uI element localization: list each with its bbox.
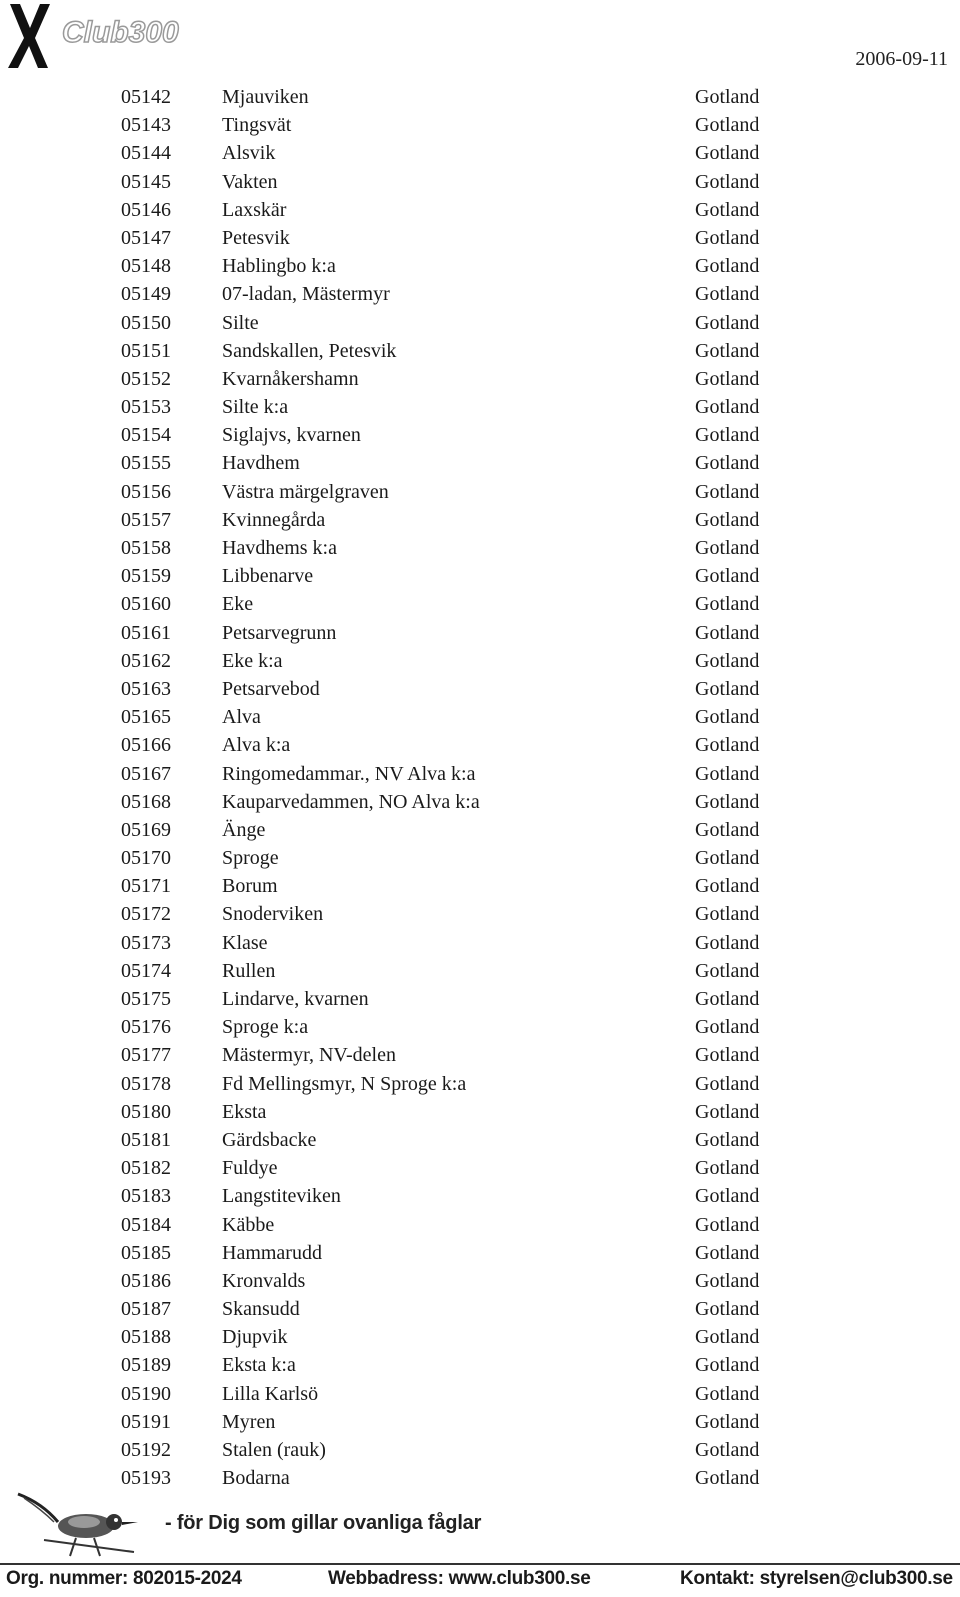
site-region: Gotland <box>695 86 760 108</box>
site-code: 05174 <box>121 959 171 982</box>
site-name: Eksta <box>222 1100 267 1123</box>
list-item <box>0 957 960 985</box>
list-item <box>0 703 960 731</box>
site-code: 05183 <box>121 1185 171 1208</box>
site-name: Fuldye <box>222 1157 278 1180</box>
list-item <box>0 619 960 647</box>
site-code: 05168 <box>121 790 171 813</box>
site-name: Borum <box>222 875 278 898</box>
site-code: 05172 <box>121 903 171 926</box>
site-code: 05193 <box>121 1467 171 1490</box>
footer-tagline: - för Dig som gillar ovanliga fåglar <box>165 1512 482 1534</box>
site-name: Mjauviken <box>222 86 309 108</box>
site-name: Kvinnegårda <box>222 508 326 531</box>
list-item <box>0 252 960 280</box>
site-region: Gotland <box>695 1157 760 1180</box>
site-code: 05155 <box>121 452 171 475</box>
site-code: 05154 <box>121 424 171 447</box>
site-name: Myren <box>222 1410 276 1433</box>
site-code: 05184 <box>121 1213 171 1236</box>
site-code: 05158 <box>121 537 171 559</box>
list-item <box>0 900 960 928</box>
list-item <box>0 1041 960 1069</box>
site-name: Sproge k:a <box>222 1016 309 1039</box>
list-item <box>0 534 960 562</box>
list-item <box>0 139 960 167</box>
list-item <box>0 1408 960 1436</box>
list-item <box>0 449 960 477</box>
site-name: Petsarvebod <box>222 677 320 700</box>
site-code: 05163 <box>121 677 171 700</box>
site-name: Sandskallen, Petesvik <box>222 339 397 362</box>
site-code: 05185 <box>121 1241 171 1264</box>
site-region: Gotland <box>695 1439 760 1461</box>
site-name: Käbbe <box>222 1213 275 1236</box>
list-item <box>0 393 960 421</box>
web-address[interactable]: Webbadress: www.club300.se <box>328 1568 591 1589</box>
org-number: Org. nummer: 802015-2024 <box>6 1568 242 1589</box>
list-item <box>0 83 960 111</box>
site-code: 05191 <box>121 1410 171 1433</box>
site-region: Gotland <box>695 198 760 221</box>
site-code: 05192 <box>121 1439 171 1461</box>
site-name: Eksta k:a <box>222 1354 296 1377</box>
site-region: Gotland <box>695 593 760 616</box>
site-code: 05173 <box>121 931 171 954</box>
site-region: Gotland <box>695 931 760 954</box>
site-name: Änge <box>222 818 266 841</box>
site-region: Gotland <box>695 875 760 898</box>
list-item <box>0 1464 960 1492</box>
list-item <box>0 1323 960 1351</box>
site-name: Rullen <box>222 959 276 982</box>
list-item <box>0 506 960 534</box>
site-region: Gotland <box>695 1354 760 1377</box>
site-code: 05153 <box>121 396 171 419</box>
site-region: Gotland <box>695 367 760 390</box>
site-code: 05177 <box>121 1044 171 1067</box>
site-name: Langstiteviken <box>222 1185 341 1208</box>
site-code: 05156 <box>121 480 171 503</box>
site-code: 05161 <box>121 621 171 644</box>
site-name: Silte k:a <box>222 396 289 419</box>
site-region: Gotland <box>695 790 760 813</box>
list-item <box>0 675 960 703</box>
site-name: Hablingbo k:a <box>222 255 336 278</box>
list-item <box>0 1436 960 1464</box>
site-region: Gotland <box>695 170 760 193</box>
list-item <box>0 788 960 816</box>
site-region: Gotland <box>695 734 760 757</box>
site-code: 05162 <box>121 649 171 672</box>
site-region: Gotland <box>695 339 760 362</box>
site-list <box>0 83 960 1492</box>
list-item <box>0 590 960 618</box>
site-name: Havdhems k:a <box>222 537 337 559</box>
site-code: 05182 <box>121 1157 171 1180</box>
site-name: Silte <box>222 311 259 334</box>
site-region: Gotland <box>695 847 760 870</box>
page-footer <box>0 1490 960 1597</box>
site-code: 05143 <box>121 114 171 137</box>
site-name: Mästermyr, NV-delen <box>222 1044 396 1067</box>
site-name: Stalen (rauk) <box>222 1439 326 1461</box>
site-code: 05146 <box>121 198 171 221</box>
site-name: Laxskär <box>222 198 287 221</box>
document-date: 2006-09-11 <box>855 48 948 70</box>
site-region: Gotland <box>695 508 760 531</box>
list-item <box>0 111 960 139</box>
list-item <box>0 562 960 590</box>
site-code: 05142 <box>121 86 171 108</box>
site-name: Hammarudd <box>222 1241 322 1264</box>
contact-email[interactable]: Kontakt: styrelsen@club300.se <box>680 1568 953 1589</box>
site-name: Fd Mellingsmyr, N Sproge k:a <box>222 1072 467 1095</box>
site-region: Gotland <box>695 1410 760 1433</box>
site-code: 05160 <box>121 593 171 616</box>
site-code: 05159 <box>121 565 171 588</box>
list-item <box>0 1351 960 1379</box>
site-name: Alsvik <box>222 142 276 165</box>
site-code: 05152 <box>121 367 171 390</box>
list-item <box>0 1126 960 1154</box>
list-item <box>0 224 960 252</box>
site-name: Eke k:a <box>222 649 283 672</box>
site-code: 05178 <box>121 1072 171 1095</box>
list-item <box>0 1211 960 1239</box>
site-region: Gotland <box>695 1213 760 1236</box>
site-code: 05188 <box>121 1326 171 1349</box>
site-code: 05148 <box>121 255 171 278</box>
site-region: Gotland <box>695 677 760 700</box>
site-region: Gotland <box>695 706 760 729</box>
site-name: Petesvik <box>222 226 290 249</box>
site-name: Libbenarve <box>222 565 314 588</box>
site-name: Lilla Karlsö <box>222 1382 319 1405</box>
site-code: 05147 <box>121 226 171 249</box>
site-name: Tingsvät <box>222 114 292 137</box>
site-name: Djupvik <box>222 1326 288 1349</box>
site-name: Sproge <box>222 847 279 870</box>
site-code: 05171 <box>121 875 171 898</box>
site-name: Västra märgelgraven <box>222 480 389 503</box>
site-region: Gotland <box>695 1382 760 1405</box>
site-name: Kvarnåkershamn <box>222 367 359 390</box>
site-region: Gotland <box>695 988 760 1010</box>
club300-logo-text: Club300 <box>62 16 179 49</box>
site-code: 05145 <box>121 170 171 193</box>
site-code: 05165 <box>121 706 171 729</box>
site-name: Alva <box>222 706 261 729</box>
list-item <box>0 168 960 196</box>
list-item <box>0 365 960 393</box>
site-region: Gotland <box>695 903 760 926</box>
list-item <box>0 1182 960 1210</box>
site-code: 05181 <box>121 1128 171 1151</box>
list-item <box>0 337 960 365</box>
site-region: Gotland <box>695 762 760 785</box>
site-code: 05157 <box>121 508 171 531</box>
page-header <box>0 0 960 80</box>
site-name: Ringomedammar., NV Alva k:a <box>222 762 476 785</box>
site-code: 05187 <box>121 1298 171 1321</box>
site-region: Gotland <box>695 396 760 419</box>
site-region: Gotland <box>695 537 760 559</box>
list-item <box>0 760 960 788</box>
list-item <box>0 1098 960 1126</box>
site-name: Klase <box>222 931 268 954</box>
site-code: 05189 <box>121 1354 171 1377</box>
list-item <box>0 478 960 506</box>
site-region: Gotland <box>695 1326 760 1349</box>
site-code: 05170 <box>121 847 171 870</box>
footer-divider <box>0 1563 960 1565</box>
list-item <box>0 309 960 337</box>
list-item <box>0 929 960 957</box>
list-item <box>0 872 960 900</box>
site-name: Snoderviken <box>222 903 324 926</box>
list-item <box>0 816 960 844</box>
site-name: Skansudd <box>222 1298 300 1321</box>
site-code: 05190 <box>121 1382 171 1405</box>
club300-x-logo-icon <box>4 2 54 70</box>
site-name: Kronvalds <box>222 1269 306 1292</box>
site-code: 05166 <box>121 734 171 757</box>
site-name: Gärdsbacke <box>222 1128 317 1151</box>
site-region: Gotland <box>695 818 760 841</box>
site-region: Gotland <box>695 480 760 503</box>
site-region: Gotland <box>695 1241 760 1264</box>
list-item <box>0 647 960 675</box>
site-code: 05149 <box>121 283 171 306</box>
site-region: Gotland <box>695 565 760 588</box>
site-name: Havdhem <box>222 452 300 475</box>
site-region: Gotland <box>695 1467 760 1490</box>
list-item <box>0 1013 960 1041</box>
site-region: Gotland <box>695 424 760 447</box>
list-item <box>0 280 960 308</box>
bird-illustration-icon <box>14 1492 154 1560</box>
site-region: Gotland <box>695 1072 760 1095</box>
list-item <box>0 1267 960 1295</box>
site-name: Lindarve, kvarnen <box>222 988 369 1010</box>
list-item <box>0 731 960 759</box>
site-name: Bodarna <box>222 1467 290 1490</box>
list-item <box>0 1154 960 1182</box>
site-region: Gotland <box>695 1016 760 1039</box>
site-region: Gotland <box>695 1185 760 1208</box>
site-code: 05180 <box>121 1100 171 1123</box>
site-code: 05144 <box>121 142 171 165</box>
list-item <box>0 1239 960 1267</box>
list-item <box>0 1380 960 1408</box>
site-region: Gotland <box>695 142 760 165</box>
site-code: 05186 <box>121 1269 171 1292</box>
site-region: Gotland <box>695 1298 760 1321</box>
list-item <box>0 985 960 1013</box>
site-region: Gotland <box>695 311 760 334</box>
site-region: Gotland <box>695 226 760 249</box>
list-item <box>0 421 960 449</box>
site-code: 05167 <box>121 762 171 785</box>
site-code: 05151 <box>121 339 171 362</box>
site-name: Alva k:a <box>222 734 291 757</box>
site-code: 05150 <box>121 311 171 334</box>
site-name: Vakten <box>222 170 278 193</box>
site-code: 05176 <box>121 1016 171 1039</box>
site-region: Gotland <box>695 1269 760 1292</box>
site-name: Eke <box>222 593 254 616</box>
site-region: Gotland <box>695 452 760 475</box>
site-name: Kauparvedammen, NO Alva k:a <box>222 790 480 813</box>
site-region: Gotland <box>695 255 760 278</box>
site-region: Gotland <box>695 1044 760 1067</box>
list-item <box>0 844 960 872</box>
site-region: Gotland <box>695 283 760 306</box>
site-name: Siglajvs, kvarnen <box>222 424 361 447</box>
site-region: Gotland <box>695 959 760 982</box>
site-region: Gotland <box>695 1128 760 1151</box>
list-item <box>0 196 960 224</box>
site-region: Gotland <box>695 621 760 644</box>
site-code: 05169 <box>121 818 171 841</box>
list-item <box>0 1070 960 1098</box>
site-name: Petsarvegrunn <box>222 621 337 644</box>
site-region: Gotland <box>695 114 760 137</box>
site-name: 07-ladan, Mästermyr <box>222 283 390 306</box>
site-region: Gotland <box>695 649 760 672</box>
list-item <box>0 1295 960 1323</box>
site-code: 05175 <box>121 988 171 1010</box>
site-region: Gotland <box>695 1100 760 1123</box>
